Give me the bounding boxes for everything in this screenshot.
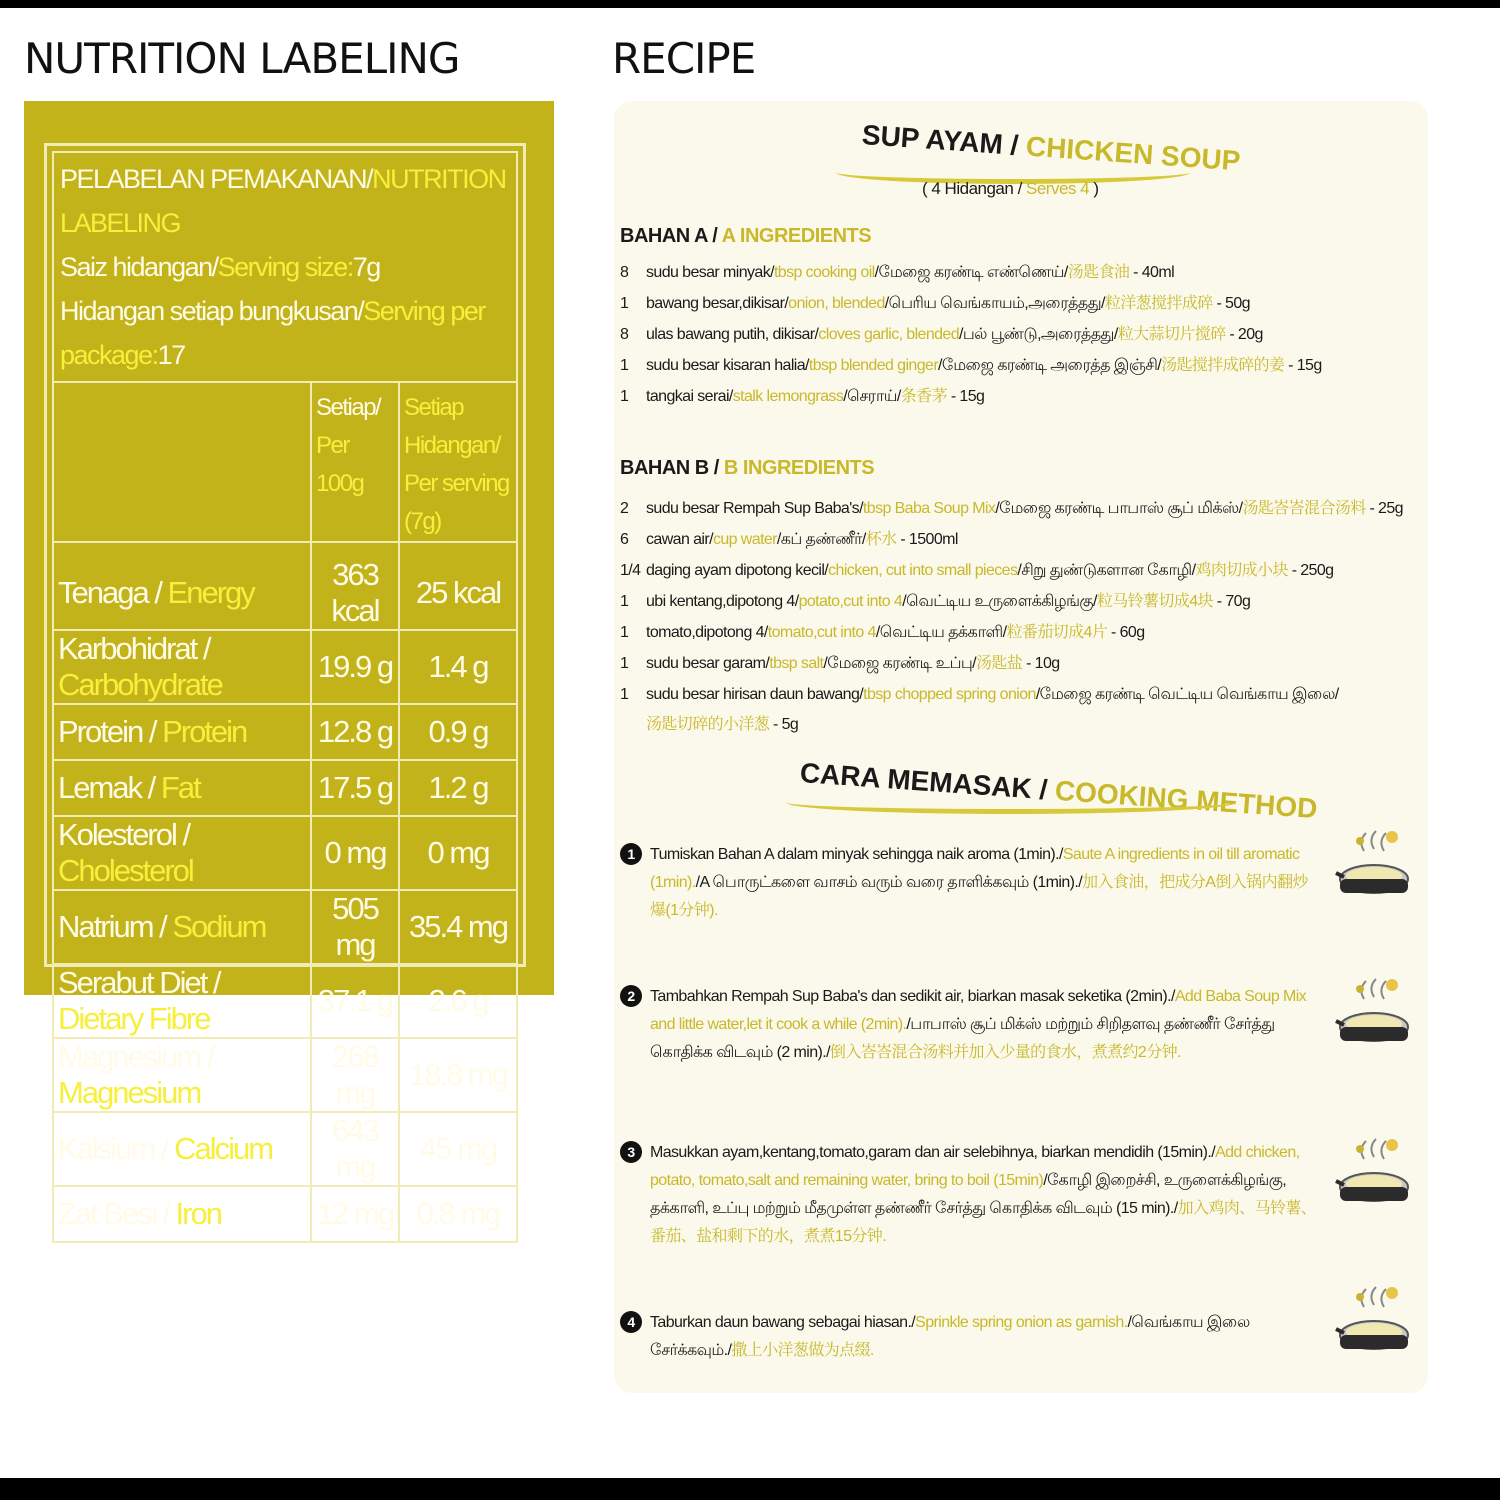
ingredient-ta: /மேஜை கரண்டி உப்பு/: [823, 655, 977, 672]
ingredient-qty: 1: [620, 655, 629, 672]
ingredient-item: [620, 381, 1410, 412]
value-per-100g: 505 mg: [311, 890, 399, 964]
nutrition-row: [53, 542, 517, 630]
serving-size-value: 7g: [352, 252, 380, 282]
nutrition-title-en: NUTRITION LABELING: [60, 164, 506, 238]
ingredient-ta: /மேஜை கரண்டி அரைத்த இஞ்சி/: [938, 357, 1162, 374]
nutrient-name-en: Energy: [167, 575, 254, 610]
ingredient-qty: 1: [620, 295, 629, 312]
nutrition-box: [44, 143, 526, 1231]
ingredient-zh: 杯水: [865, 531, 897, 548]
ingredient-en: stalk lemongrass: [732, 388, 844, 405]
ingredient-ta: /மேஜை கரண்டி எண்ணெய்/: [874, 264, 1068, 281]
method-step: [620, 1309, 1320, 1365]
col2-en: Per serving (7g): [404, 470, 509, 535]
ingredient-b-last-amt: - 5g: [769, 716, 799, 733]
column-header-perserving: [399, 382, 517, 542]
ingredient-qty: 1: [620, 593, 629, 610]
ingredient-item: [620, 350, 1410, 381]
ingredient-amount: - 10g: [1022, 655, 1060, 672]
nutrition-row: [53, 760, 517, 816]
step-number: 1: [620, 843, 642, 865]
ingredient-ms: sudu besar minyak/: [646, 264, 774, 281]
nutrition-row: [53, 964, 517, 1038]
step-text-zh: 撒上小洋葱做为点缀.: [731, 1342, 874, 1359]
ingredient-qty: 2: [620, 500, 629, 517]
value-per-serving: 25 kcal: [399, 542, 517, 630]
value-per-100g: 12 mg: [311, 1186, 399, 1242]
nutrient-name-en: Protein: [162, 714, 247, 749]
ingredient-en: tbsp cooking oil: [773, 264, 875, 281]
ingredient-qty: 8: [620, 326, 629, 343]
ingredient-item: [620, 319, 1410, 350]
method-step: [620, 1139, 1320, 1251]
method-title-en: COOKING METHOD: [1053, 774, 1319, 825]
step-text-zh: 加入食油，把成分A倒入锅内翻炒爆(1分钟).: [650, 874, 1308, 919]
nutrient-name-en: Dietary Fibre: [58, 1001, 210, 1036]
step-text: [650, 1139, 1320, 1251]
step-number: 4: [620, 1311, 642, 1333]
ingredients-b-en: B INGREDIENTS: [723, 457, 875, 479]
recipe-heading: RECIPE: [612, 34, 756, 83]
ingredient-amount: - 1500ml: [896, 531, 958, 548]
nutrient-name: [53, 1186, 311, 1242]
ingredient-ms: ulas bawang putih, dikisar/: [646, 326, 819, 343]
serves-close: ): [1089, 179, 1099, 198]
ingredients-a-en: A INGREDIENTS: [721, 225, 872, 247]
step-text: [650, 983, 1320, 1067]
nutrition-rows: [53, 542, 517, 1242]
nutrition-row: [53, 1112, 517, 1186]
nutrient-name: [53, 704, 311, 760]
ingredient-amount: - 25g: [1365, 500, 1403, 517]
nutrient-name-en: Calcium: [174, 1131, 273, 1166]
value-per-serving: 1.4 g: [399, 630, 517, 704]
step-text-ms: Taburkan daun bawang sebagai hiasan./: [650, 1314, 916, 1331]
step-text-ta: /கோழி இறைச்சி, உருளைக்கிழங்கு, தக்காளி, உப்பு மற்றும் மீதமுள்ள தண்ணீர் சேர்த்து கொதிக்க விடவும் (15 min)./: [650, 1172, 1287, 1217]
serves-ms: ( 4 Hidangan /: [922, 179, 1027, 198]
nutrient-name-ms: Tenaga /: [58, 575, 168, 610]
ingredient-ta: /வெட்டிய உருளைக்கிழங்கு/: [902, 593, 1097, 610]
col2-ms: Setiap Hidangan/: [404, 394, 500, 459]
ingredient-qty: 8: [620, 264, 629, 281]
ingredient-ta: /பெரிய வெங்காயம்,அரைத்தது/: [884, 295, 1105, 312]
step-text-ms: Tumiskan Bahan A dalam minyak sehingga naik aroma (1min)./: [650, 846, 1063, 863]
col1-en: Per 100g: [316, 432, 364, 497]
ingredient-en: tbsp salt: [769, 655, 824, 672]
value-per-100g: 12.8 g: [311, 704, 399, 760]
nutrient-name-en: Sodium: [172, 909, 266, 944]
recipe-title-ms: SUP AYAM /: [860, 119, 1028, 162]
ingredient-amount: - 15g: [1284, 357, 1322, 374]
ingredient-qty: 6: [620, 531, 629, 548]
ingredient-ta: /கப் தண்ணீர்/: [776, 531, 866, 548]
ingredient-qty: 1/4: [620, 562, 641, 579]
serving-size-ms: Saiz hidangan/: [60, 252, 218, 282]
ingredient-ms: sudu besar garam/: [646, 655, 770, 672]
servings-en: Serving per package:: [60, 296, 485, 370]
method-underline: [786, 791, 1236, 814]
nutrition-row: [53, 1038, 517, 1112]
nutrient-name-ms: Serabut Diet /: [58, 965, 220, 1000]
step-text: [650, 1309, 1320, 1365]
ingredients-b-ms: BAHAN B /: [620, 457, 724, 479]
nutrient-name-ms: Karbohidrat /: [58, 631, 210, 666]
cooking-pan-icon: [1334, 969, 1414, 1059]
ingredient-amount: - 40ml: [1129, 264, 1175, 281]
column-header-per100: [311, 382, 399, 542]
recipe-title-en: CHICKEN SOUP: [1025, 130, 1242, 177]
bottom-border: [0, 1478, 1500, 1500]
ingredients-a-ms: BAHAN A /: [620, 225, 722, 247]
ingredient-zh: 粒番茄切成4片: [1006, 624, 1108, 641]
value-per-serving: 35.4 mg: [399, 890, 517, 964]
method-title-ms: CARA MEMASAK /: [798, 757, 1057, 806]
value-per-100g: 0 mg: [311, 816, 399, 890]
col1-ms: Setiap/: [316, 394, 381, 421]
nutrition-title-ms: PELABELAN PEMAKANAN/: [60, 164, 373, 194]
ingredient-item: [620, 524, 1410, 555]
nutrition-row: [53, 816, 517, 890]
ingredients-a-heading: [620, 225, 871, 248]
ingredient-item: [620, 257, 1410, 288]
step-text-ta: /A பொருட்களை வாசம் வரும் வரை தாளிக்கவும் (1min)./: [695, 874, 1083, 891]
nutrition-row: [53, 1186, 517, 1242]
step-text-ta: /பாபாஸ் சூப் மிக்ஸ் மற்றும் சிறிதளவு தண்ணீர் சேர்த்து கொதிக்க விடவும் (2 min)./: [650, 1016, 1275, 1061]
ingredient-ta: /செராய்/: [843, 388, 901, 405]
ingredients-a-list: [620, 257, 1410, 412]
ingredient-ms: ubi kentang,dipotong 4/: [646, 593, 799, 610]
ingredient-ms: sudu besar hirisan daun bawang/: [646, 686, 864, 703]
ingredient-en: tbsp blended ginger: [808, 357, 939, 374]
ingredient-item: [620, 679, 1410, 710]
ingredient-zh: 汤匙食油: [1067, 264, 1130, 281]
value-per-serving: 0.9 g: [399, 704, 517, 760]
ingredients-b-continuation: [646, 711, 1436, 734]
nutrition-row: [53, 704, 517, 760]
step-text-ta: /வெங்காய இலை சேர்க்கவும்./: [650, 1314, 1250, 1359]
ingredient-ta: /பல் பூண்டு,அரைத்தது/: [959, 326, 1118, 343]
value-per-100g: 268 mg: [311, 1038, 399, 1112]
ingredient-zh: 粒洋葱搅拌成碎: [1104, 295, 1213, 312]
nutrient-name: [53, 760, 311, 816]
nutrient-name-ms: Lemak /: [58, 770, 161, 805]
value-per-100g: 19.9 g: [311, 630, 399, 704]
servings-ms: Hidangan setiap bungkusan/: [60, 296, 364, 326]
value-per-100g: 37.1 g: [311, 964, 399, 1038]
step-number: 2: [620, 985, 642, 1007]
ingredient-qty: 1: [620, 686, 629, 703]
nutrient-name-ms: Zat Besi /: [58, 1196, 176, 1231]
ingredient-ms: tomato,dipotong 4/: [646, 624, 768, 641]
ingredient-zh: 粒大蒜切片搅碎: [1117, 326, 1226, 343]
nutrient-name: [53, 1112, 311, 1186]
ingredient-amount: - 250g: [1287, 562, 1334, 579]
serving-size-en: Serving size:: [217, 252, 353, 282]
ingredient-amount: - 60g: [1107, 624, 1145, 641]
nutrition-row: [53, 630, 517, 704]
step-text-ms: Masukkan ayam,kentang,tomato,garam dan air selebihnya, biarkan mendidih (15min)./: [650, 1144, 1216, 1161]
nutrient-name-en: Iron: [175, 1196, 221, 1231]
nutrient-name-ms: Natrium /: [58, 909, 173, 944]
nutrient-name: [53, 630, 311, 704]
ingredient-amount: - 70g: [1212, 593, 1251, 610]
method-step: [620, 983, 1320, 1067]
ingredient-qty: 1: [620, 388, 629, 405]
value-per-serving: 0.8 mg: [399, 1186, 517, 1242]
value-per-100g: 363 kcal: [311, 542, 399, 630]
ingredient-qty: 1: [620, 624, 629, 641]
step-text-en: Add Baba Soup Mix and little water,let it cook a while (2min).: [650, 988, 1307, 1033]
ingredient-ms: sudu besar kisaran halia/: [646, 357, 809, 374]
value-per-serving: 18.8 mg: [399, 1038, 517, 1112]
nutrient-name-en: Fat: [160, 770, 200, 805]
nutrient-name-ms: Magnesium /: [58, 1039, 214, 1074]
step-text-en: Saute A ingredients in oil till aromatic (1min).: [650, 846, 1300, 891]
ingredient-ta: /வெட்டிய தக்காளி/: [875, 624, 1007, 641]
ingredient-item: [620, 493, 1410, 524]
ingredient-en: cup water: [712, 531, 777, 548]
step-text: [650, 841, 1320, 925]
value-per-serving: 0 mg: [399, 816, 517, 890]
ingredient-en: potato,cut into 4: [798, 593, 903, 610]
ingredient-en: tbsp chopped spring onion: [863, 686, 1036, 703]
serves-line: [922, 179, 1099, 199]
ingredient-b-last-zh: 汤匙切碎的小洋葱: [646, 716, 770, 733]
ingredient-ta: /மேஜை கரண்டி வெட்டிய வெங்காய இலை/: [1035, 686, 1339, 703]
nutrient-name: [53, 542, 311, 630]
nutrition-panel: [24, 101, 554, 1231]
ingredient-ms: tangkai serai/: [646, 388, 733, 405]
nutrient-name-en: Cholesterol: [58, 853, 193, 888]
ingredient-ms: cawan air/: [646, 531, 713, 548]
nutrient-name-ms: Protein /: [58, 714, 163, 749]
nutrient-name-en: Magnesium: [58, 1075, 201, 1110]
ingredient-en: tbsp Baba Soup Mix: [862, 500, 996, 517]
ingredient-en: tomato,cut into 4: [767, 624, 876, 641]
nutrient-name: [53, 816, 311, 890]
step-number: 3: [620, 1141, 642, 1163]
ingredient-ms: daging ayam dipotong kecil/: [646, 562, 829, 579]
ingredient-item: [620, 648, 1410, 679]
value-per-serving: 1.2 g: [399, 760, 517, 816]
value-per-serving: 45 mg: [399, 1112, 517, 1186]
ingredient-amount: - 20g: [1225, 326, 1263, 343]
nutrition-header: [53, 152, 517, 382]
ingredient-item: [620, 617, 1410, 648]
value-per-100g: 643 mg: [311, 1112, 399, 1186]
recipe-card: [614, 101, 1428, 1393]
value-per-100g: 17.5 g: [311, 760, 399, 816]
ingredient-en: onion, blended: [788, 295, 885, 312]
ingredient-ta: /சிறு துண்டுகளான கோழி/: [1017, 562, 1196, 579]
cooking-pan-icon: [1334, 1129, 1414, 1219]
nutrient-name: [53, 964, 311, 1038]
ingredient-item: [620, 288, 1410, 319]
ingredient-zh: 汤匙搅拌成碎的姜: [1161, 357, 1285, 374]
serves-en: Serves 4: [1026, 179, 1090, 198]
ingredients-b-list: [620, 493, 1410, 710]
ingredient-qty: 1: [620, 357, 629, 374]
step-text-en: Add chicken, potato, tomato,salt and remaining water, bring to boil (15min): [650, 1144, 1300, 1189]
ingredient-en: cloves garlic, blended: [818, 326, 960, 343]
ingredient-zh: 汤匙峇峇混合汤料: [1242, 500, 1366, 517]
ingredient-ms: bawang besar,dikisar/: [646, 295, 789, 312]
ingredient-zh: 粒马铃薯切成4块: [1096, 593, 1213, 610]
nutrient-name-ms: Kalsium /: [58, 1131, 175, 1166]
ingredients-b-heading: [620, 457, 874, 480]
cooking-pan-icon: [1334, 1277, 1414, 1367]
ingredient-amount: - 15g: [946, 388, 985, 405]
method-step: [620, 841, 1320, 925]
column-header-blank: [53, 382, 311, 542]
top-border: [0, 0, 1500, 8]
ingredient-ta: /மேஜை கரண்டி பாபாஸ் சூப் மிக்ஸ்/: [995, 500, 1243, 517]
step-text-ms: Tambahkan Rempah Sup Baba's dan sedikit air, biarkan masak seketika (2min)./: [650, 988, 1175, 1005]
cooking-pan-icon: [1334, 821, 1414, 911]
nutrient-name: [53, 1038, 311, 1112]
ingredient-zh: 条香茅: [900, 388, 947, 405]
value-per-serving: 2.6 g: [399, 964, 517, 1038]
ingredient-zh: 汤匙盐: [976, 655, 1023, 672]
nutrition-row: [53, 890, 517, 964]
ingredient-en: chicken, cut into small pieces: [828, 562, 1018, 579]
ingredient-zh: 鸡肉切成小块: [1195, 562, 1288, 579]
nutrient-name-en: Carbohydrate: [58, 667, 222, 702]
nutrient-name-ms: Kolesterol /: [58, 817, 190, 852]
step-text-zh: 加入鸡肉、马铃薯、番茄、盐和剩下的水，煮煮15分钟.: [650, 1200, 1317, 1245]
ingredient-item: [620, 555, 1410, 586]
servings-value: 17: [157, 340, 185, 370]
step-text-zh: 倒入峇峇混合汤料并加入少量的食水，煮煮约2分钟.: [829, 1044, 1181, 1061]
ingredient-item: [620, 586, 1410, 617]
nutrition-table: [52, 151, 518, 1243]
ingredient-amount: - 50g: [1212, 295, 1250, 312]
nutrient-name: [53, 890, 311, 964]
step-text-en: Sprinkle spring onion as garnish.: [915, 1314, 1128, 1331]
ingredient-ms: sudu besar Rempah Sup Baba's/: [646, 500, 863, 517]
nutrition-heading: NUTRITION LABELING: [24, 34, 460, 83]
